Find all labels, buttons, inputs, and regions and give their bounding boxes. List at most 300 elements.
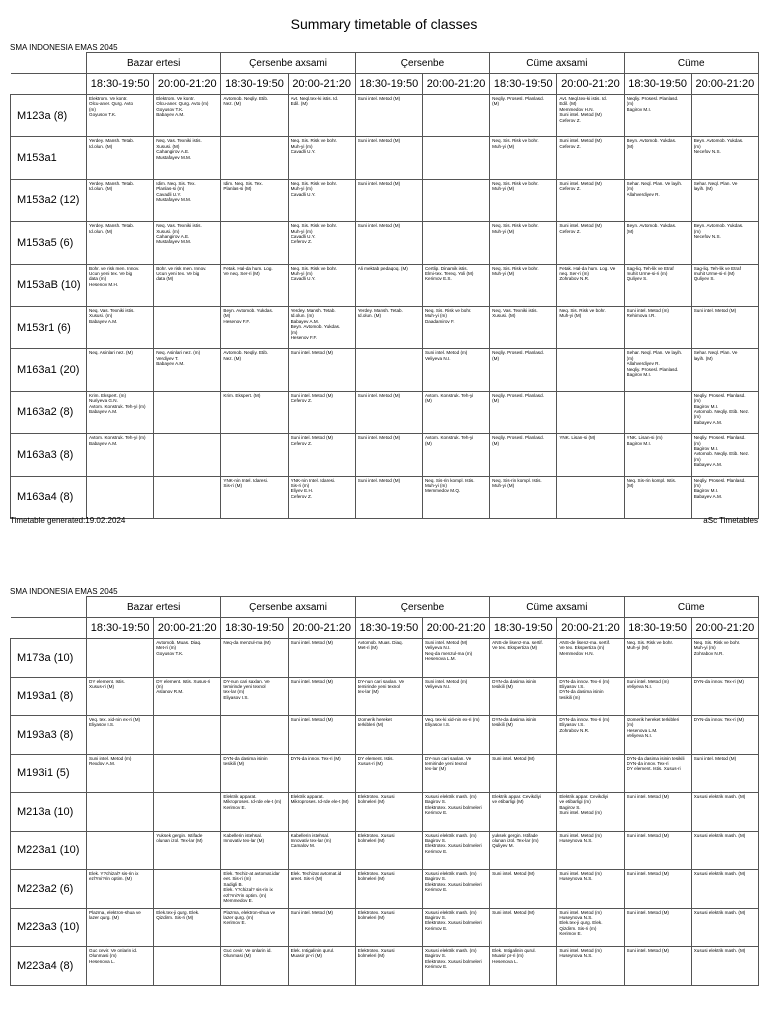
lesson-cell[interactable]: [422, 870, 489, 909]
lesson-cell[interactable]: [557, 306, 624, 348]
lesson-line: Suni intel. Metod (m): [559, 832, 602, 838]
lesson-cell[interactable]: [355, 677, 422, 716]
lesson-cell[interactable]: [624, 870, 691, 909]
lesson-line: Neq. Sis. Risk ve bohr.: [290, 138, 338, 144]
lesson-cell[interactable]: [221, 793, 288, 832]
lesson-cell[interactable]: [557, 264, 624, 306]
lesson-cell[interactable]: [691, 391, 758, 433]
lesson-cell[interactable]: [557, 947, 624, 986]
lesson-cell[interactable]: [557, 222, 624, 264]
lesson-cell[interactable]: [87, 349, 154, 391]
lesson-cell[interactable]: [288, 264, 355, 306]
lesson-cell[interactable]: [422, 716, 489, 755]
time-slot: 18:30-19:50: [355, 618, 422, 639]
day-header: Çersenbe axsami: [221, 597, 355, 618]
lesson-line: (m): [89, 106, 96, 112]
lesson-cell[interactable]: [221, 716, 288, 755]
lesson-cell[interactable]: [355, 639, 422, 678]
lesson-cell[interactable]: [422, 264, 489, 306]
lesson-line: Neqliy. Prosesl. Planlasd.: [693, 435, 746, 441]
lesson-line: Allahverdiyev R.: [626, 361, 660, 367]
lesson-cell[interactable]: [422, 391, 489, 433]
lesson-cell[interactable]: [87, 947, 154, 986]
lesson-line: Olunmasi (m): [89, 953, 117, 959]
lesson-line: Neq. Sis. Risk ve bohr.: [492, 138, 539, 144]
lesson-line: tesikili (M): [223, 760, 245, 766]
lesson-cell[interactable]: [557, 716, 624, 755]
lesson-line: DY element. Istis.: [89, 678, 125, 684]
lesson-line: Beyn. Avtomob. Yukdas.: [626, 223, 677, 229]
lesson-cell[interactable]: [221, 754, 288, 793]
lesson-cell[interactable]: [490, 476, 557, 518]
lesson-cell[interactable]: [87, 264, 154, 306]
lesson-cell[interactable]: [221, 947, 288, 986]
lesson-cell[interactable]: [624, 179, 691, 221]
lesson-line: Xususi elektrik mash. (m): [424, 832, 477, 838]
lesson-cell[interactable]: [624, 947, 691, 986]
lesson-cell[interactable]: [557, 179, 624, 221]
class-name: M223a4 (8): [11, 947, 87, 986]
lesson-line: Neq. Vas. Texniki istis.: [156, 138, 202, 144]
slot-header-row: [11, 74, 759, 95]
lesson-cell[interactable]: [490, 716, 557, 755]
lesson-line: Id.olun. (m): [290, 313, 314, 319]
lesson-cell[interactable]: [624, 137, 691, 179]
lesson-line: Muh-yi (M): [492, 186, 515, 192]
lesson-cell[interactable]: [154, 831, 221, 870]
lesson-cell[interactable]: [624, 677, 691, 716]
lesson-cell[interactable]: [691, 476, 758, 518]
lesson-cell[interactable]: [87, 179, 154, 221]
lesson-cell[interactable]: [490, 222, 557, 264]
lesson-cell[interactable]: [288, 716, 355, 755]
lesson-cell[interactable]: [221, 391, 288, 433]
lesson-cell[interactable]: [154, 349, 221, 391]
lesson-cell[interactable]: [87, 137, 154, 179]
lesson-cell[interactable]: [355, 222, 422, 264]
lesson-cell[interactable]: [490, 434, 557, 476]
lesson-line: bolmeleri (M): [357, 837, 385, 843]
lesson-cell[interactable]: [624, 716, 691, 755]
lesson-cell[interactable]: [691, 754, 758, 793]
lesson-cell[interactable]: [288, 391, 355, 433]
lesson-line: Muh-yi (m): [290, 228, 313, 234]
lesson-cell[interactable]: [221, 349, 288, 391]
lesson-cell[interactable]: [490, 179, 557, 221]
lesson-line: DY-nun cari saxlan. Ve: [357, 678, 405, 684]
lesson-line: layih. (M): [693, 355, 713, 361]
lesson-line: Mikroproses. Id-rde ele-t (m): [223, 799, 282, 805]
lesson-cell[interactable]: [221, 222, 288, 264]
lesson-line: Met-ri (m): [156, 645, 177, 651]
lesson-cell[interactable]: [691, 870, 758, 909]
day-header: Cüme axsami: [490, 597, 624, 618]
lesson-cell[interactable]: [691, 306, 758, 348]
lesson-cell[interactable]: [557, 793, 624, 832]
page-title: Summary timetable of classes: [290, 16, 478, 32]
lesson-cell[interactable]: [691, 137, 758, 179]
lesson-cell[interactable]: [288, 639, 355, 678]
lesson-cell[interactable]: [87, 754, 154, 793]
lesson-line: Elek. Techiz-at avtomat.idar: [223, 871, 280, 876]
lesson-cell[interactable]: [288, 222, 355, 264]
lesson-cell[interactable]: [422, 222, 489, 264]
lesson-line: Neqliy. Prosesl. Planlasd.: [693, 477, 746, 483]
lesson-line: Suni intel. Metod (m): [559, 871, 602, 876]
lesson-line: Fetak. Hal-da hum. Log. Ve: [559, 265, 616, 271]
lesson-cell[interactable]: [490, 137, 557, 179]
lesson-cell[interactable]: [490, 677, 557, 716]
lesson-line: Elektrotex. Xususi bolmeleri: [424, 804, 482, 810]
lesson-cell[interactable]: [221, 639, 288, 678]
lesson-cell[interactable]: [557, 476, 624, 518]
lesson-cell[interactable]: [221, 179, 288, 221]
lesson-line: Babayev A.M.: [89, 318, 118, 324]
lesson-cell[interactable]: [355, 716, 422, 755]
lesson-cell[interactable]: [490, 95, 557, 137]
lesson-cell[interactable]: [288, 908, 355, 947]
lesson-cell[interactable]: [557, 95, 624, 137]
lesson-line: (M): [492, 398, 500, 404]
lesson-cell[interactable]: [87, 677, 154, 716]
lesson-cell[interactable]: [221, 677, 288, 716]
lesson-line: Suni intel. Metod (m): [424, 678, 468, 684]
lesson-cell[interactable]: [154, 716, 221, 755]
lesson-cell[interactable]: [691, 349, 758, 391]
lesson-cell[interactable]: [557, 434, 624, 476]
lesson-line: Suni intel. Metod (m): [89, 755, 132, 761]
lesson-cell[interactable]: [154, 947, 221, 986]
lesson-cell[interactable]: [624, 222, 691, 264]
lesson-cell[interactable]: [288, 137, 355, 179]
lesson-line: (m): [693, 440, 701, 446]
generated-date: Timetable generated:19.02.2024: [10, 516, 126, 525]
lesson-cell[interactable]: [154, 264, 221, 306]
lesson-line: Suni intel. Metod (M): [357, 223, 401, 229]
lesson-cell[interactable]: [221, 831, 288, 870]
lesson-cell[interactable]: [624, 831, 691, 870]
lesson-line: Cavadli U.Y.: [290, 276, 316, 282]
lesson-cell[interactable]: [490, 264, 557, 306]
lesson-cell[interactable]: [288, 677, 355, 716]
lesson-line: Beyn. Avtomob. Yukdas.: [693, 223, 744, 229]
lesson-line: temirinde yeni texnol: [357, 683, 400, 689]
lesson-cell[interactable]: [221, 870, 288, 909]
class-row: [11, 179, 759, 221]
lesson-cell[interactable]: [624, 434, 691, 476]
lesson-cell[interactable]: [490, 391, 557, 433]
lesson-cell[interactable]: [691, 947, 758, 986]
lesson-line: Ceferov Z.: [559, 143, 581, 149]
lesson-cell[interactable]: [154, 870, 221, 909]
lesson-cell[interactable]: [87, 222, 154, 264]
lesson-cell[interactable]: [154, 137, 221, 179]
lesson-line: Xususi elektrik mash. (m): [424, 871, 477, 876]
lesson-cell[interactable]: [288, 476, 355, 518]
lesson-cell[interactable]: [557, 908, 624, 947]
lesson-cell[interactable]: [87, 793, 154, 832]
lesson-line: Nuriyeva G.N.: [89, 398, 118, 404]
lesson-cell[interactable]: [154, 95, 221, 137]
lesson-cell[interactable]: [624, 306, 691, 348]
lesson-cell[interactable]: [422, 831, 489, 870]
lesson-line: Plazma, elektron-shua ve: [223, 909, 276, 915]
class-name: M153a2 (12): [11, 179, 87, 221]
lesson-cell[interactable]: [355, 434, 422, 476]
lesson-line: ve etibarligi (M): [492, 799, 524, 805]
class-row: [11, 754, 759, 793]
lesson-cell[interactable]: [288, 793, 355, 832]
lesson-cell[interactable]: [557, 831, 624, 870]
lesson-line: Kabellerin istehsal.: [223, 832, 262, 838]
lesson-cell[interactable]: [288, 349, 355, 391]
lesson-cell[interactable]: [624, 476, 691, 518]
lesson-cell[interactable]: [154, 391, 221, 433]
lesson-cell[interactable]: [221, 908, 288, 947]
lesson-cell[interactable]: [691, 179, 758, 221]
lesson-cell[interactable]: [87, 716, 154, 755]
lesson-cell[interactable]: [490, 831, 557, 870]
lesson-cell[interactable]: [154, 476, 221, 518]
lesson-line: terkibleri (M): [357, 722, 384, 728]
lesson-line: temirinde yeni texnol: [424, 760, 468, 766]
lesson-cell[interactable]: [288, 179, 355, 221]
lesson-line: Ve neq. Ser-ri (M): [223, 270, 260, 276]
lesson-line: Suni intel. Metod (m): [559, 948, 602, 953]
lesson-line: Muh-yi (M): [492, 228, 515, 234]
lesson-cell[interactable]: [691, 264, 758, 306]
lesson-cell[interactable]: [288, 95, 355, 137]
lesson-line: Xususi. (M): [156, 143, 180, 149]
lesson-line: Guc cevir. Ve onlarin id.: [223, 948, 272, 953]
lesson-line: Neqliy. Prosesl. Planlasd.: [492, 96, 544, 101]
lesson-line: Guc cevir. Ve onlarin id.: [89, 948, 138, 953]
lesson-line: bolmeleri (M): [357, 876, 385, 882]
lesson-cell[interactable]: [490, 908, 557, 947]
lesson-line: Elektrotex. Xususi: [357, 794, 395, 799]
lesson-line: Hesenov F.F.: [290, 334, 318, 340]
lesson-line: Planlas-si (m): [156, 186, 185, 192]
lesson-cell[interactable]: [288, 831, 355, 870]
day-header: Cüme: [624, 597, 758, 618]
lesson-cell[interactable]: [154, 306, 221, 348]
lesson-cell[interactable]: [355, 476, 422, 518]
lesson-cell[interactable]: [422, 677, 489, 716]
lesson-cell[interactable]: [691, 793, 758, 832]
class-name: M153a1: [11, 137, 87, 179]
class-row: [11, 391, 759, 433]
lesson-cell[interactable]: [624, 349, 691, 391]
lesson-cell[interactable]: [288, 434, 355, 476]
lesson-cell[interactable]: [557, 677, 624, 716]
lesson-cell[interactable]: [422, 754, 489, 793]
class-row: [11, 137, 759, 179]
lesson-cell[interactable]: [557, 754, 624, 793]
lesson-cell[interactable]: [87, 908, 154, 947]
lesson-cell[interactable]: [624, 639, 691, 678]
lesson-cell[interactable]: [557, 639, 624, 678]
lesson-cell[interactable]: [288, 870, 355, 909]
lesson-cell[interactable]: [691, 677, 758, 716]
lesson-line: Suni intel. Metod (M): [357, 392, 401, 398]
lesson-cell[interactable]: [422, 793, 489, 832]
lesson-cell[interactable]: [355, 870, 422, 909]
day-header: Çersenbe: [355, 53, 489, 74]
lesson-cell[interactable]: [87, 831, 154, 870]
lesson-cell[interactable]: [87, 639, 154, 678]
lesson-cell[interactable]: [557, 349, 624, 391]
lesson-line: Edil. (M): [290, 101, 308, 107]
lesson-cell[interactable]: [87, 306, 154, 348]
lesson-line: Babayev A.M.: [693, 493, 723, 499]
lesson-cell[interactable]: [154, 639, 221, 678]
lesson-cell[interactable]: [624, 391, 691, 433]
lesson-line: Sehar. Neql. Plan. Ve: [693, 180, 738, 186]
lesson-cell[interactable]: [422, 349, 489, 391]
lesson-line: Muh-yi (M): [492, 270, 515, 276]
lesson-cell[interactable]: [154, 908, 221, 947]
lesson-line: Elektrotex. Xususi bolmeleri: [424, 920, 482, 926]
lesson-cell[interactable]: [557, 870, 624, 909]
lesson-cell[interactable]: [691, 639, 758, 678]
class-row: [11, 222, 759, 264]
lesson-line: Xususi elektrik mash. (m): [424, 948, 477, 953]
lesson-line: Avtomob. Neqliy. Etib. Nez.: [693, 451, 750, 457]
lesson-cell[interactable]: [154, 434, 221, 476]
corner-cell: [11, 74, 87, 95]
lesson-cell[interactable]: [355, 754, 422, 793]
lesson-line: (m): [693, 482, 701, 488]
lesson-cell[interactable]: [288, 754, 355, 793]
lesson-line: tesikili (m): [559, 694, 581, 700]
lesson-cell[interactable]: [490, 639, 557, 678]
lesson-cell[interactable]: [154, 222, 221, 264]
lesson-cell[interactable]: [490, 754, 557, 793]
lesson-line: Avtom. Konstruk. Teh-yi (m): [89, 435, 146, 441]
lesson-cell[interactable]: [691, 222, 758, 264]
lesson-cell[interactable]: [490, 947, 557, 986]
lesson-cell[interactable]: [355, 137, 422, 179]
lesson-cell[interactable]: [154, 793, 221, 832]
lesson-line: Suni intel. Metod (M): [290, 435, 333, 441]
lesson-cell[interactable]: [624, 95, 691, 137]
lesson-cell[interactable]: [691, 908, 758, 947]
lesson-cell[interactable]: [221, 476, 288, 518]
lesson-line: Goyusov T.K.: [156, 106, 184, 112]
lesson-line: Elek. Intigalinin qurul.: [492, 948, 536, 953]
lesson-cell[interactable]: [691, 716, 758, 755]
lesson-line: DYN-da dasima isinin: [492, 678, 537, 684]
lesson-cell[interactable]: [557, 391, 624, 433]
lesson-line: Neq. Asinlari nez. (M): [89, 350, 133, 356]
lesson-cell[interactable]: [355, 831, 422, 870]
lesson-line: Kerimov E.: [223, 920, 246, 926]
lesson-cell[interactable]: [154, 754, 221, 793]
lesson-line: areet. Sis-ri (M): [290, 876, 323, 882]
lesson-cell[interactable]: [154, 677, 221, 716]
lesson-line: Elek. Y?chizal? sis-rin ix: [89, 871, 139, 876]
lesson-cell[interactable]: [422, 137, 489, 179]
lesson-line: Innovativ tex-lar (m): [290, 837, 332, 843]
lesson-line: Planlas-si (M): [223, 186, 252, 192]
lesson-cell[interactable]: [422, 306, 489, 348]
lesson-line: (M): [492, 101, 500, 107]
lesson-line: Huseynova N.S.: [559, 953, 593, 959]
lesson-line: Cavadli U.Y.: [290, 191, 316, 197]
lesson-cell[interactable]: [221, 264, 288, 306]
class-row: [11, 677, 759, 716]
lesson-cell[interactable]: [490, 349, 557, 391]
lesson-cell[interactable]: [422, 476, 489, 518]
lesson-cell[interactable]: [288, 947, 355, 986]
lesson-line: (M): [626, 143, 634, 149]
lesson-cell[interactable]: [87, 476, 154, 518]
lesson-cell[interactable]: [87, 95, 154, 137]
lesson-cell[interactable]: [288, 306, 355, 348]
lesson-cell[interactable]: [355, 349, 422, 391]
lesson-cell[interactable]: [422, 639, 489, 678]
lesson-cell[interactable]: [355, 391, 422, 433]
lesson-cell[interactable]: [490, 870, 557, 909]
lesson-cell[interactable]: [87, 391, 154, 433]
lesson-line: Neq. Sis. Risk ve bohr.: [290, 265, 338, 271]
lesson-cell[interactable]: [221, 95, 288, 137]
lesson-line: Babayev A.M.: [156, 361, 185, 367]
lesson-cell[interactable]: [355, 95, 422, 137]
lesson-cell[interactable]: [355, 306, 422, 348]
lesson-line: Krim. Ekspert. (m): [89, 392, 127, 398]
lesson-cell[interactable]: [221, 306, 288, 348]
lesson-line: Fetak. Hal-da hum. Log.: [223, 265, 273, 271]
lesson-cell[interactable]: [221, 137, 288, 179]
lesson-cell[interactable]: [624, 908, 691, 947]
lesson-cell[interactable]: [691, 434, 758, 476]
lesson-line: Suni intel. Metod (M): [357, 96, 401, 101]
lesson-cell[interactable]: [490, 306, 557, 348]
class-row: [11, 793, 759, 832]
lesson-cell[interactable]: [87, 434, 154, 476]
lesson-cell[interactable]: [422, 95, 489, 137]
lesson-cell[interactable]: [355, 264, 422, 306]
lesson-cell[interactable]: [422, 179, 489, 221]
lesson-line: Yerdey. Mansh. Tetab.: [357, 307, 403, 313]
lesson-cell[interactable]: [355, 179, 422, 221]
lesson-cell[interactable]: [221, 434, 288, 476]
time-slot: 20:00-21:20: [422, 74, 489, 95]
lesson-line: Xusus-ri (M): [357, 760, 383, 766]
lesson-cell[interactable]: [422, 434, 489, 476]
lesson-cell[interactable]: [691, 831, 758, 870]
lesson-cell[interactable]: [422, 908, 489, 947]
lesson-cell[interactable]: [355, 793, 422, 832]
lesson-cell[interactable]: [490, 793, 557, 832]
lesson-line: layih. (M): [693, 186, 713, 192]
lesson-line: Xususi. (m): [156, 228, 180, 234]
lesson-cell[interactable]: [691, 95, 758, 137]
lesson-cell[interactable]: [422, 947, 489, 986]
lesson-cell[interactable]: [355, 908, 422, 947]
lesson-cell[interactable]: [87, 870, 154, 909]
lesson-cell[interactable]: [624, 793, 691, 832]
lesson-line: DYN-da dasima isinin tesikili: [626, 755, 685, 761]
lesson-cell[interactable]: [624, 754, 691, 793]
lesson-cell[interactable]: [154, 179, 221, 221]
time-slot: 20:00-21:20: [154, 74, 221, 95]
lesson-line: (M): [424, 440, 432, 446]
lesson-cell[interactable]: [557, 137, 624, 179]
lesson-cell[interactable]: [355, 947, 422, 986]
lesson-cell[interactable]: [624, 264, 691, 306]
